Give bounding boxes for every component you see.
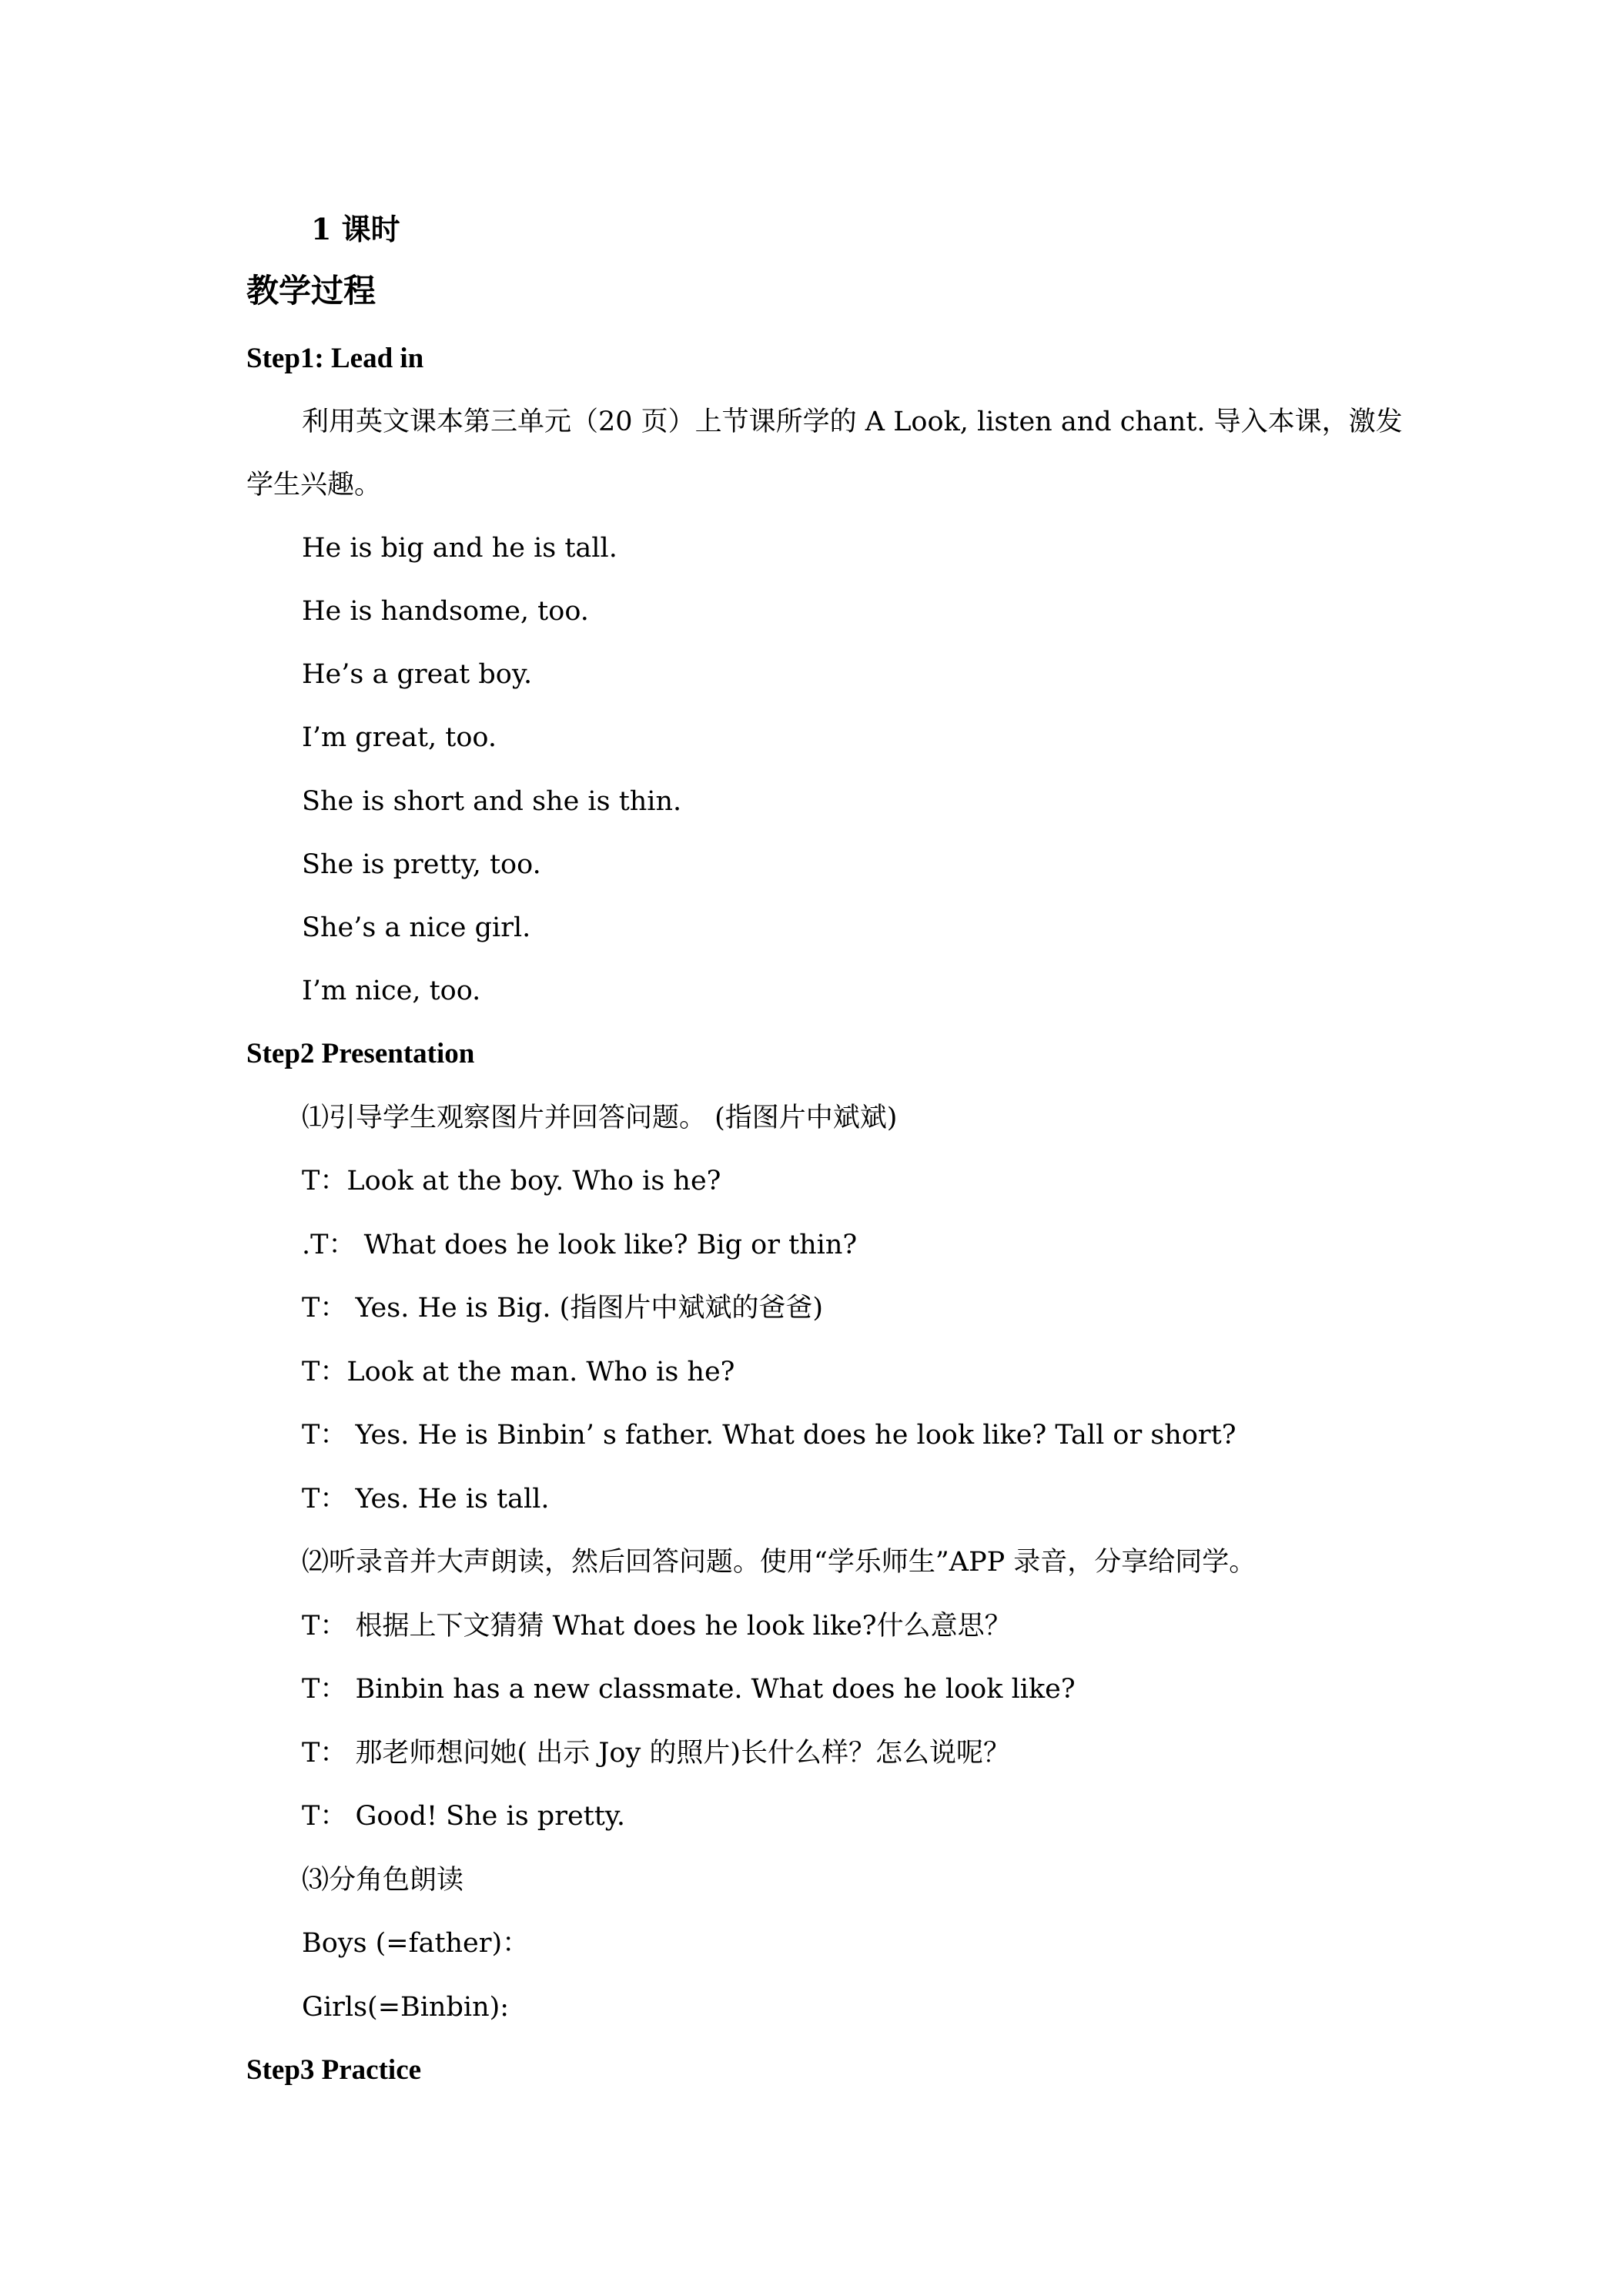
dialogue-line: T：Look at the man. Who is he? [302,1357,735,1387]
step1-heading: Step1: Lead in [246,343,424,374]
step3-heading: Step3 Practice [246,2054,422,2086]
dialogue-line: T： Yes. He is Binbin’ s father. What does he look like? Tall or short? [302,1420,1236,1451]
chant-line: He’s a great boy. [302,659,533,690]
dialogue-line: T： 根据上下文猜猜 What does he look like?什么意思？ [302,1611,1012,1642]
chant-line: I’m nice, too. [302,976,481,1006]
section-title: 教学过程 [246,272,376,310]
chant-line: She’s a nice girl. [302,912,531,943]
step1-intro-line2: 学生兴趣。 [246,470,382,500]
role-line: Girls(=Binbin): [302,1992,510,2023]
dialogue-line: T： Binbin has a new classmate. What does he look like? [302,1674,1076,1705]
lesson-title: 1 课时 [311,212,400,246]
dialogue-line: T：Look at the boy. Who is he? [302,1166,721,1197]
step2-part2-intro: ⑵听录音并大声朗读，然后回答问题。使用“学乐师生”APP 录音，分享给同学。 [302,1547,1257,1578]
chant-line: She is short and she is thin. [302,786,682,817]
dialogue-line: T： 那老师想问她( 出示 Joy 的照片)长什么样？怎么说呢？ [302,1738,1011,1769]
chant-line: He is handsome, too. [302,596,589,627]
dialogue-line: T： Yes. He is tall. [302,1484,550,1514]
step2-heading: Step2 Presentation [246,1038,475,1069]
dialogue-line: T： Yes. He is Big. (指图片中斌斌的爸爸) [302,1293,823,1324]
dialogue-line: T： Good! She is pretty. [302,1801,626,1832]
role-line: Boys (=father)： [302,1928,530,1959]
dialogue-line: .T： What does he look like? Big or thin? [302,1230,858,1260]
chant-line: He is big and he is tall. [302,533,617,564]
step2-part3-intro: ⑶分角色朗读 [302,1865,464,1896]
chant-line: I’m great, too. [302,722,497,753]
chant-line: She is pretty, too. [302,849,541,880]
step2-part1-intro: ⑴引导学生观察图片并回答问题。 (指图片中斌斌) [302,1103,898,1133]
step1-intro-line1: 利用英文课本第三单元（20 页）上节课所学的 A Look, listen and chant. 导入本课，激发 [302,407,1403,437]
